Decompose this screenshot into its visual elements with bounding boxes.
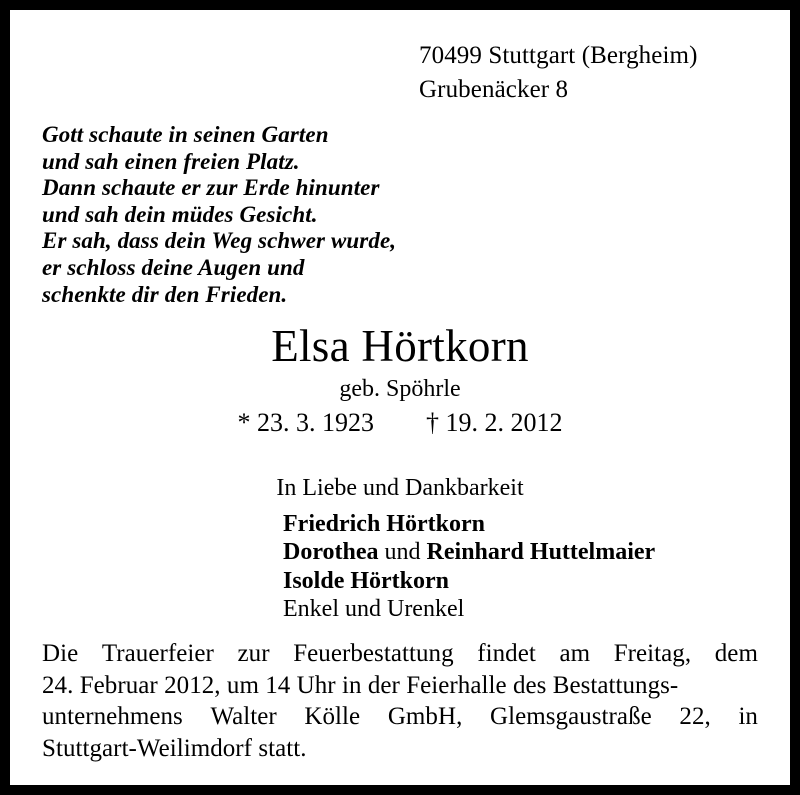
funeral-line-3-w6: 22, — [679, 703, 711, 730]
mourner-grandchildren: Enkel und Urenkel — [283, 596, 465, 623]
poem-line-2: und sah einen freien Platz. — [42, 148, 300, 174]
funeral-line-1-w8: dem — [714, 640, 758, 667]
poem-line-6: er schloss deine Augen und — [42, 254, 305, 280]
funeral-line-1 — [42, 638, 758, 670]
deceased-block — [13, 320, 787, 440]
mourner-line-2 — [283, 538, 655, 566]
poem-line-1: Gott schaute in seinen Garten — [42, 122, 329, 147]
mourner-conjunction: und — [378, 539, 427, 566]
funeral-details — [42, 638, 758, 764]
poem-line-5: Er sah, dass dein Weg schwer wurde, — [42, 228, 397, 254]
address-line-2: Grubenäcker 8 — [419, 76, 569, 103]
poem-line-4: und sah dein müdes Gesicht. — [42, 201, 318, 227]
funeral-line-3-w2: Walter — [210, 703, 277, 730]
funeral-line-3-w1: unternehmens — [42, 703, 183, 730]
address-block — [419, 39, 698, 107]
mourners-intro: In Liebe und Dankbarkeit — [276, 475, 524, 501]
funeral-line-1-w7: Freitag, — [613, 640, 692, 667]
funeral-line-1-w6: am — [559, 640, 591, 667]
deceased-name: Elsa Hörtkorn — [271, 321, 529, 371]
mourner-line-3 — [283, 567, 655, 595]
life-dates: * 23. 3. 1923 † 19. 2. 2012 — [237, 408, 563, 437]
funeral-line-4: Stuttgart-Weilimdorf statt. — [42, 734, 307, 762]
funeral-line-3-w4: GmbH, — [387, 703, 463, 730]
funeral-line-1-w2: Trauerfeier — [101, 640, 214, 667]
funeral-line-3-w5: Glemsgaustraße — [490, 703, 652, 730]
poem-line-3: Dann schaute er zur Erde hinunter — [42, 175, 380, 201]
mourner-name-friedrich: Friedrich Hörtkorn — [283, 511, 485, 537]
mourner-name-dorothea: Dorothea — [283, 539, 379, 566]
funeral-line-2: 24. Februar 2012, um 14 Uhr in der Feierhalle des Bestattungs- — [42, 671, 679, 699]
address-line-1: 70499 Stuttgart (Bergheim) — [419, 42, 698, 69]
mourner-name-isolde: Isolde Hörtkorn — [283, 567, 450, 594]
funeral-line-1-w4: Feuerbestattung — [293, 640, 454, 667]
funeral-line-1-w1: Die — [42, 640, 79, 667]
funeral-line-3-w7: in — [738, 703, 758, 730]
funeral-line-1-w5: findet — [477, 640, 536, 667]
mourner-name-reinhard: Reinhard Huttelmaier — [426, 539, 656, 566]
notice-content — [13, 13, 787, 782]
memorial-poem — [42, 122, 396, 308]
poem-line-7: schenkte dir den Frieden. — [42, 281, 288, 307]
funeral-line-3-w3: Kölle — [304, 703, 361, 730]
mourners-list — [283, 510, 655, 624]
funeral-line-3 — [42, 701, 758, 733]
maiden-name: geb. Spöhrle — [339, 376, 461, 402]
mourner-line-1 — [283, 510, 655, 538]
funeral-line-1-w3: zur — [237, 640, 270, 667]
